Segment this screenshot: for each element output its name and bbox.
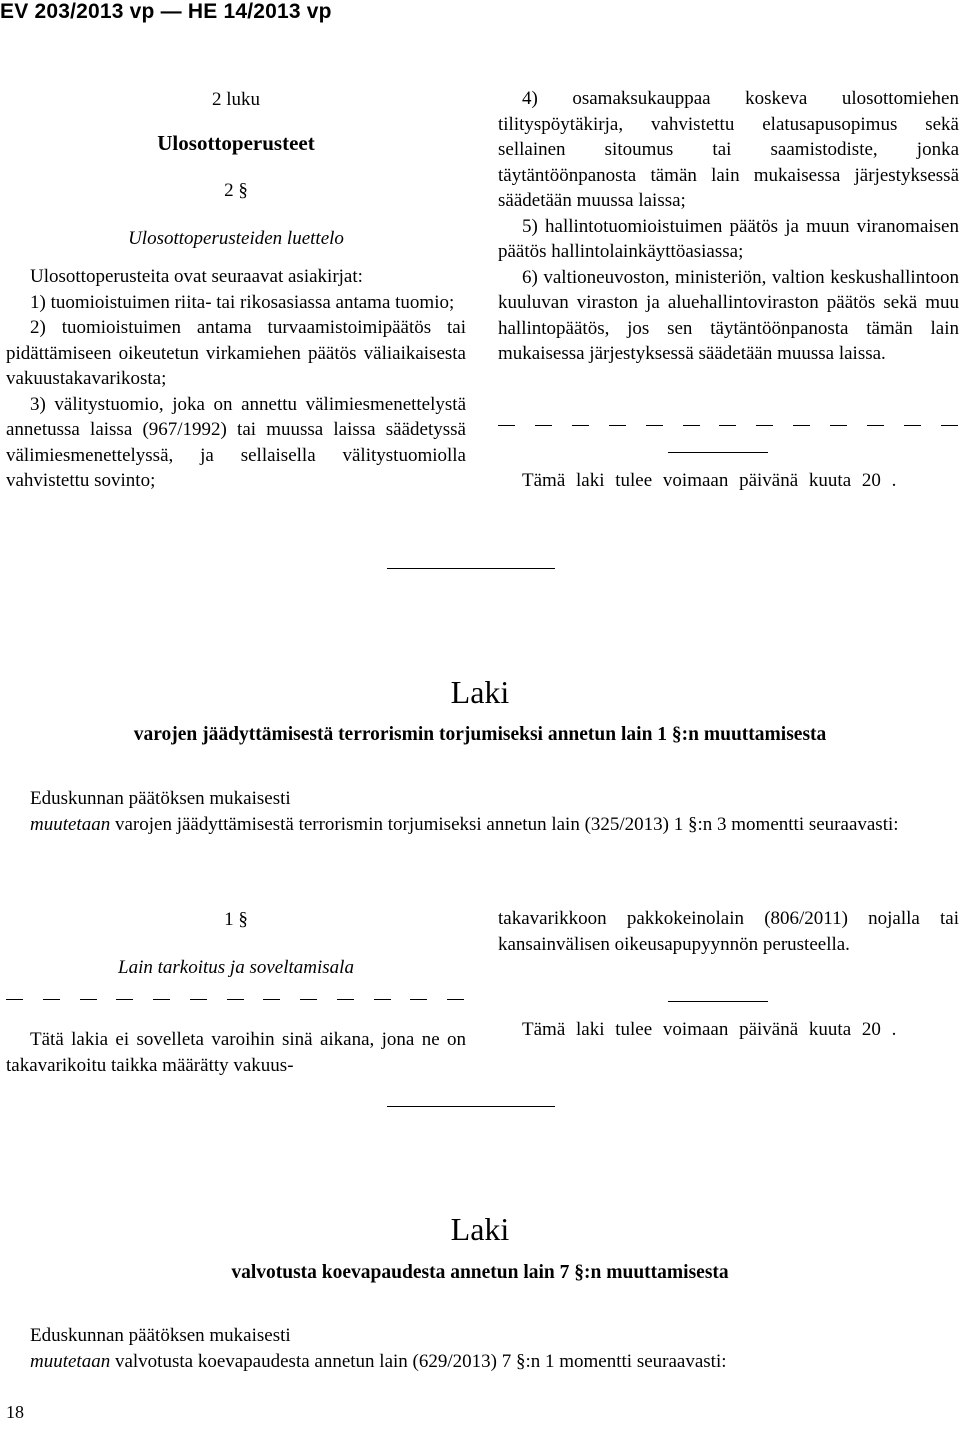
amendment-clause <box>6 812 958 838</box>
section-number-digit: 2 <box>224 180 234 201</box>
law-title: Laki <box>450 674 510 710</box>
omission-dashes <box>498 425 958 426</box>
law1-short-rule <box>668 1001 768 1002</box>
enactment-clause: Eduskunnan päätöksen mukaisesti <box>30 788 291 809</box>
page-number: 18 <box>6 1402 24 1422</box>
law2-enactment-clause: Eduskunnan päätöksen mukaisesti <box>30 1325 291 1346</box>
list-item-5: 5) hallintotuomioistuimen päätös ja muun viranomaisen päätös hallintolainkäyttöasiassa; <box>498 215 959 262</box>
entry-into-force-text: Tämä laki tulee voimaan päivänä kuuta 20 . <box>522 470 897 491</box>
law2-intro <box>6 1323 958 1374</box>
chapter-title: Ulosottoperusteet <box>157 131 315 155</box>
law2-subtitle: valvotusta koevapaudesta annetun lain 7 §:n muuttamisesta <box>231 1262 729 1283</box>
law1-entry-into-force <box>498 1017 959 1043</box>
section-symbol: § <box>238 180 248 201</box>
short-rule <box>668 452 768 453</box>
section-number <box>6 180 466 202</box>
law-subtitle: varojen jäädyttämisestä terrorismin torjumiseksi annetun lain 1 §:n muuttamisesta <box>133 724 827 745</box>
law1-section-number: 1 § <box>224 909 248 930</box>
law1-omission-dashes <box>6 999 464 1000</box>
law1-separator <box>387 1106 555 1107</box>
amend-text: varojen jäädyttämisestä terrorismin torjumiseksi annetun lain (325/2013) 1 §:n 3 momentti seuraavasti: <box>114 813 899 835</box>
law2-amendment-clause <box>6 1349 958 1375</box>
list-item-6: 6) valtioneuvoston, ministeriön, valtion keskushallintoon kuuluvan viraston ja aluehallintoviraston päätös sekä muu hallintopäätös, jos sen täytäntöönpanosta tämän lain mukaisessa järjestyksessä säädetään muussa laissa. <box>498 266 959 364</box>
left-column-body <box>6 264 466 494</box>
law1-right-text <box>498 906 959 957</box>
law2-title: Laki <box>450 1211 510 1247</box>
list-item-4: 4) osamaksukauppaa koskeva ulosottomiehen tilityspöytäkirja, vahvistettu elatusapusopimus sekä sellainen sitoumus tai saamistodiste, jonka täytäntöönpanosta tämän lain mukaisessa järjestyksessä säädetään muussa laissa; <box>498 88 959 211</box>
list-item-2: 2) tuomioistuimen antama turvaamistoimipäätös tai pidättämiseen oikeutetun virkamiehen päätös väliaikaisesta vakuustakavarikosta; <box>6 317 466 389</box>
list-item-1: 1) tuomioistuimen riita- tai rikosasiassa antama tuomio; <box>30 291 455 313</box>
section-title: Ulosottoperusteiden luettelo <box>128 228 344 249</box>
law2-amend-verb: muutetaan <box>30 1350 111 1372</box>
list-item-3: 3) välitystuomio, joka on annettu välimiesmenettelystä annetussa laissa (967/1992) tai muussa laissa säädetyssä välimiesmenettelyssä, ja sellaisella välitystuomiolla vahvistettu sovinto; <box>6 393 466 491</box>
law-intro <box>6 786 958 837</box>
law1-section-title: Lain tarkoitus ja soveltamisala <box>118 957 354 978</box>
law1-left-text <box>6 1027 466 1078</box>
law-separator <box>387 568 555 569</box>
law1-entry-into-force-text: Tämä laki tulee voimaan päivänä kuuta 20 . <box>522 1019 897 1040</box>
intro-line: Ulosottoperusteita ovat seuraavat asiakirjat: <box>30 266 363 287</box>
right-column-body <box>498 86 959 367</box>
law1-right-paragraph: takavarikkoon pakkokeinolain (806/2011) nojalla tai kansainvälisen oikeusapupyynnön perusteella. <box>498 908 959 955</box>
page-header: EV 203/2013 vp — HE 14/2013 vp <box>0 0 332 23</box>
amend-verb: muutetaan <box>30 813 111 835</box>
entry-into-force <box>498 468 959 494</box>
chapter-number: 2 luku <box>211 89 261 110</box>
law2-amend-text: valvotusta koevapaudesta annetun lain (629/2013) 7 §:n 1 momentti seuraavasti: <box>114 1350 727 1372</box>
law1-left-paragraph: Tätä lakia ei sovelleta varoihin sinä aikana, jona ne on takavarikoitu taikka määrätty vakuus- <box>6 1029 466 1076</box>
